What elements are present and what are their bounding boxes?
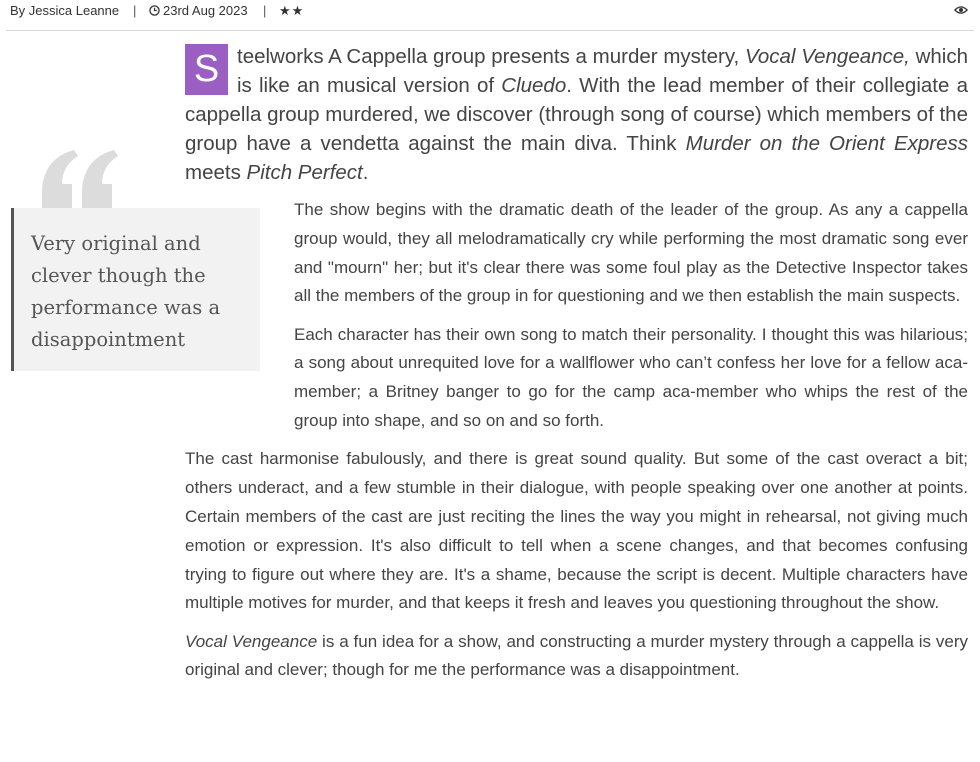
show-title: Vocal Vengeance [185,631,318,651]
publish-date [149,3,248,18]
eye-icon[interactable] [954,4,968,16]
body-paragraph: Each character has their own song to match their personality. I thought this was hilarious; a song about unrequited love for a wallflower who can’t confess her love for a fellow aca-member; a Britney banger to go for the camp aca-member who whips the rest of the group into shape, and so on and so forth. [294,324,968,431]
author-byline[interactable]: By Jessica Leanne [10,3,120,18]
clock-icon [149,5,160,16]
lead-text: . [362,161,369,184]
closing-text: is a fun idea for a show, and constructing a murder mystery through a cappella is very original and clever; though for me the performance was a disappointment. [185,631,969,680]
meta-separator: | [133,3,137,18]
lead-text: which is like an musical version of [237,45,969,97]
body-paragraph: The show begins with the dramatic death of the leader of the group. As any a cappella group would, they all melodramatically cry while performing the most dramatic song ever and "mourn" her; but it's clear there was some foul play as the Detective Inspector takes all the members of the group in for questioning and we then establish the main suspects. [294,200,968,306]
article-body [185,42,968,695]
pull-quote-text: Very original and clever though the performance was a disappointment [31,232,221,351]
lead-text: teelworks A Cappella group presents a murder mystery, [237,45,745,68]
film-title: Pitch Perfect [246,161,363,184]
show-title: Vocal Vengeance, [744,45,910,68]
pull-quote-spacer [185,196,294,418]
body-paragraph: The cast harmonise fabulously, and there is great sound quality. But some of the cast overact a bit; others underact, and a few stumble in their dialogue, with people speaking over one another at points. Certain members of the cast are just reciting the lines the way you might in rehearsal, not giving much emotion or expression. It's also difficult to tell when a scene changes, and that becomes confusing trying to figure out where they are. It's a shame, because the script is decent. Multiple characters have multiple motives for murder, and that keeps it fresh and leaves you questioning throughout the show. [185,449,968,613]
article-meta-bar [6,0,974,31]
drop-cap: S [185,44,228,95]
film-title: Murder on the Orient Express [685,132,968,155]
game-title: Cluedo [501,74,567,97]
publish-date-text: 23rd Aug 2023 [163,3,248,18]
lead-text: meets [185,161,247,184]
lead-paragraph [185,42,968,187]
lead-text: . With the lead member of their collegiate a cappella group murdered, we discover (through song of course) which members of the group have a vendetta against the main diva. Think [185,74,968,155]
meta-separator: | [263,3,267,18]
star-rating: ★★ [279,3,305,18]
closing-paragraph [185,628,968,686]
